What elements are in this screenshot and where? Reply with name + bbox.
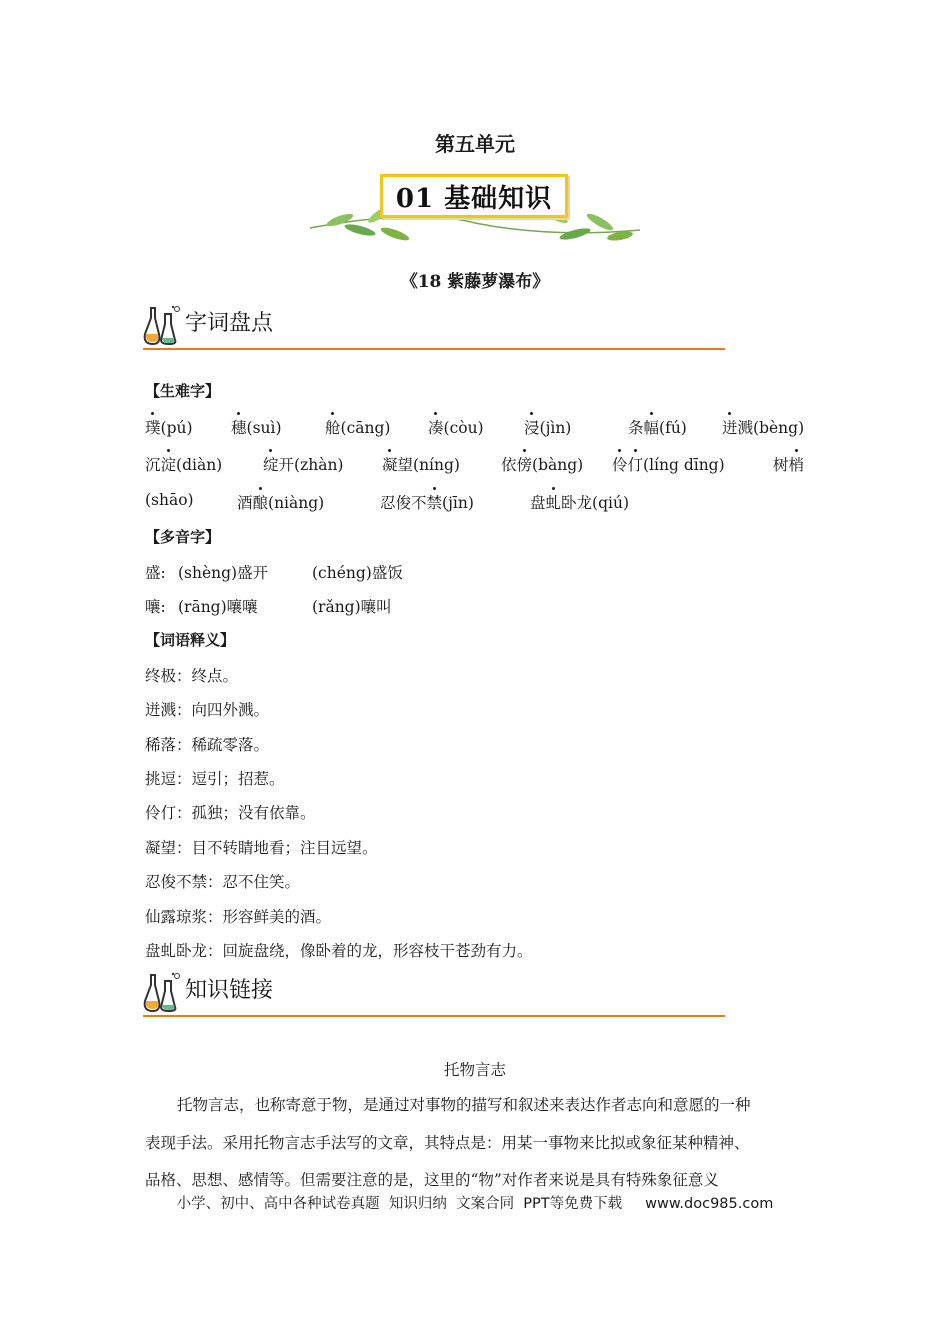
vocab-item: 依傍(bàng) [501,453,583,475]
vocab-item: 浸(jìn) [524,416,571,438]
vocab-item: 盘虬卧龙(qiú) [530,491,629,513]
polyphonic-reading: (rāng)嚷嚷 [178,598,258,616]
section-divider [143,1015,725,1017]
paragraph-line: 品格、思想、感情等。但需要注意的是，这里的“物”对作者来说是具有特殊象征意义 [145,1171,719,1189]
section-banner [300,168,650,250]
polyphonic-reading: (shèng)盛开 [178,564,269,582]
definition-item: 盘虬卧龙：回旋盘绕，像卧着的龙，形容枝干苍劲有力。 [145,942,533,960]
vocab-item: 树梢 [773,453,804,475]
page-footer: 小学、初中、高中各种试卷真题 知识归纳 文案合同 PPT等免费下载 www.doc985.com [176,1196,774,1212]
polyphonic-char: 盛: [145,564,166,582]
vocab-item: 迸溅(bèng) [722,416,804,438]
vocab-item: 舱(cāng) [325,416,390,438]
vocab-item: 凑(còu) [428,416,484,438]
flask-icon [143,304,181,348]
vocab-item: 穗(suì) [231,416,282,438]
vocab-item: 沉淀(diàn) [145,453,222,475]
section-divider [143,348,725,350]
banner-label: 01 基础知识 [380,174,568,218]
paragraph-line: 表现手法。采用托物言志手法写的文章，其特点是：用某一事物来比拟或象征某种精神、 [145,1134,750,1152]
hard-chars-heading: 【生难字】 [145,382,221,400]
vocab-item: 忍俊不禁(jīn) [380,491,474,513]
section-header-knowledge [143,971,725,1017]
definition-item: 终极：终点。 [145,667,239,685]
unit-title: 第五单元 [435,132,515,156]
vocab-item: (shāo) [145,491,194,509]
polyphonic-reading: (rǎng)嚷叫 [312,598,392,616]
definitions-heading: 【词语释义】 [145,631,236,649]
vocab-item: 绽开(zhàn) [263,453,343,475]
vocab-item: 凝望(níng) [382,453,460,475]
vocab-item: 璞(pú) [145,416,193,438]
polyphonic-heading: 【多音字】 [145,528,221,546]
section-title: 知识链接 [185,978,274,1003]
vocab-item: 条幅(fú) [628,416,687,438]
vocab-item: 伶仃(líng dīng) [612,453,725,475]
polyphonic-reading: (chéng)盛饭 [312,564,403,582]
polyphonic-char: 嚷: [145,598,166,616]
section-header-vocabulary [143,304,725,350]
definition-item: 凝望：目不转睛地看；注目远望。 [145,839,378,857]
knowledge-subheading: 托物言志 [443,1061,506,1079]
definition-item: 忍俊不禁：忍不住笑。 [145,873,301,891]
definition-item: 挑逗：逗引；招惹。 [145,770,285,788]
definition-item: 伶仃：孤独；没有依靠。 [145,804,316,822]
definition-item: 仙露琼浆：形容鲜美的酒。 [145,908,332,926]
definition-item: 稀落：稀疏零落。 [145,736,270,754]
paragraph-line: 托物言志，也称寄意于物，是通过对事物的描写和叙述来表达作者志向和意愿的一种 [177,1096,751,1114]
vocab-item: 酒酿(niàng) [237,491,324,513]
definition-item: 迸溅：向四外溅。 [145,701,270,719]
section-title: 字词盘点 [185,311,274,336]
flask-icon [143,971,181,1015]
lesson-title: 《18 紫藤萝瀑布》 [400,272,550,292]
